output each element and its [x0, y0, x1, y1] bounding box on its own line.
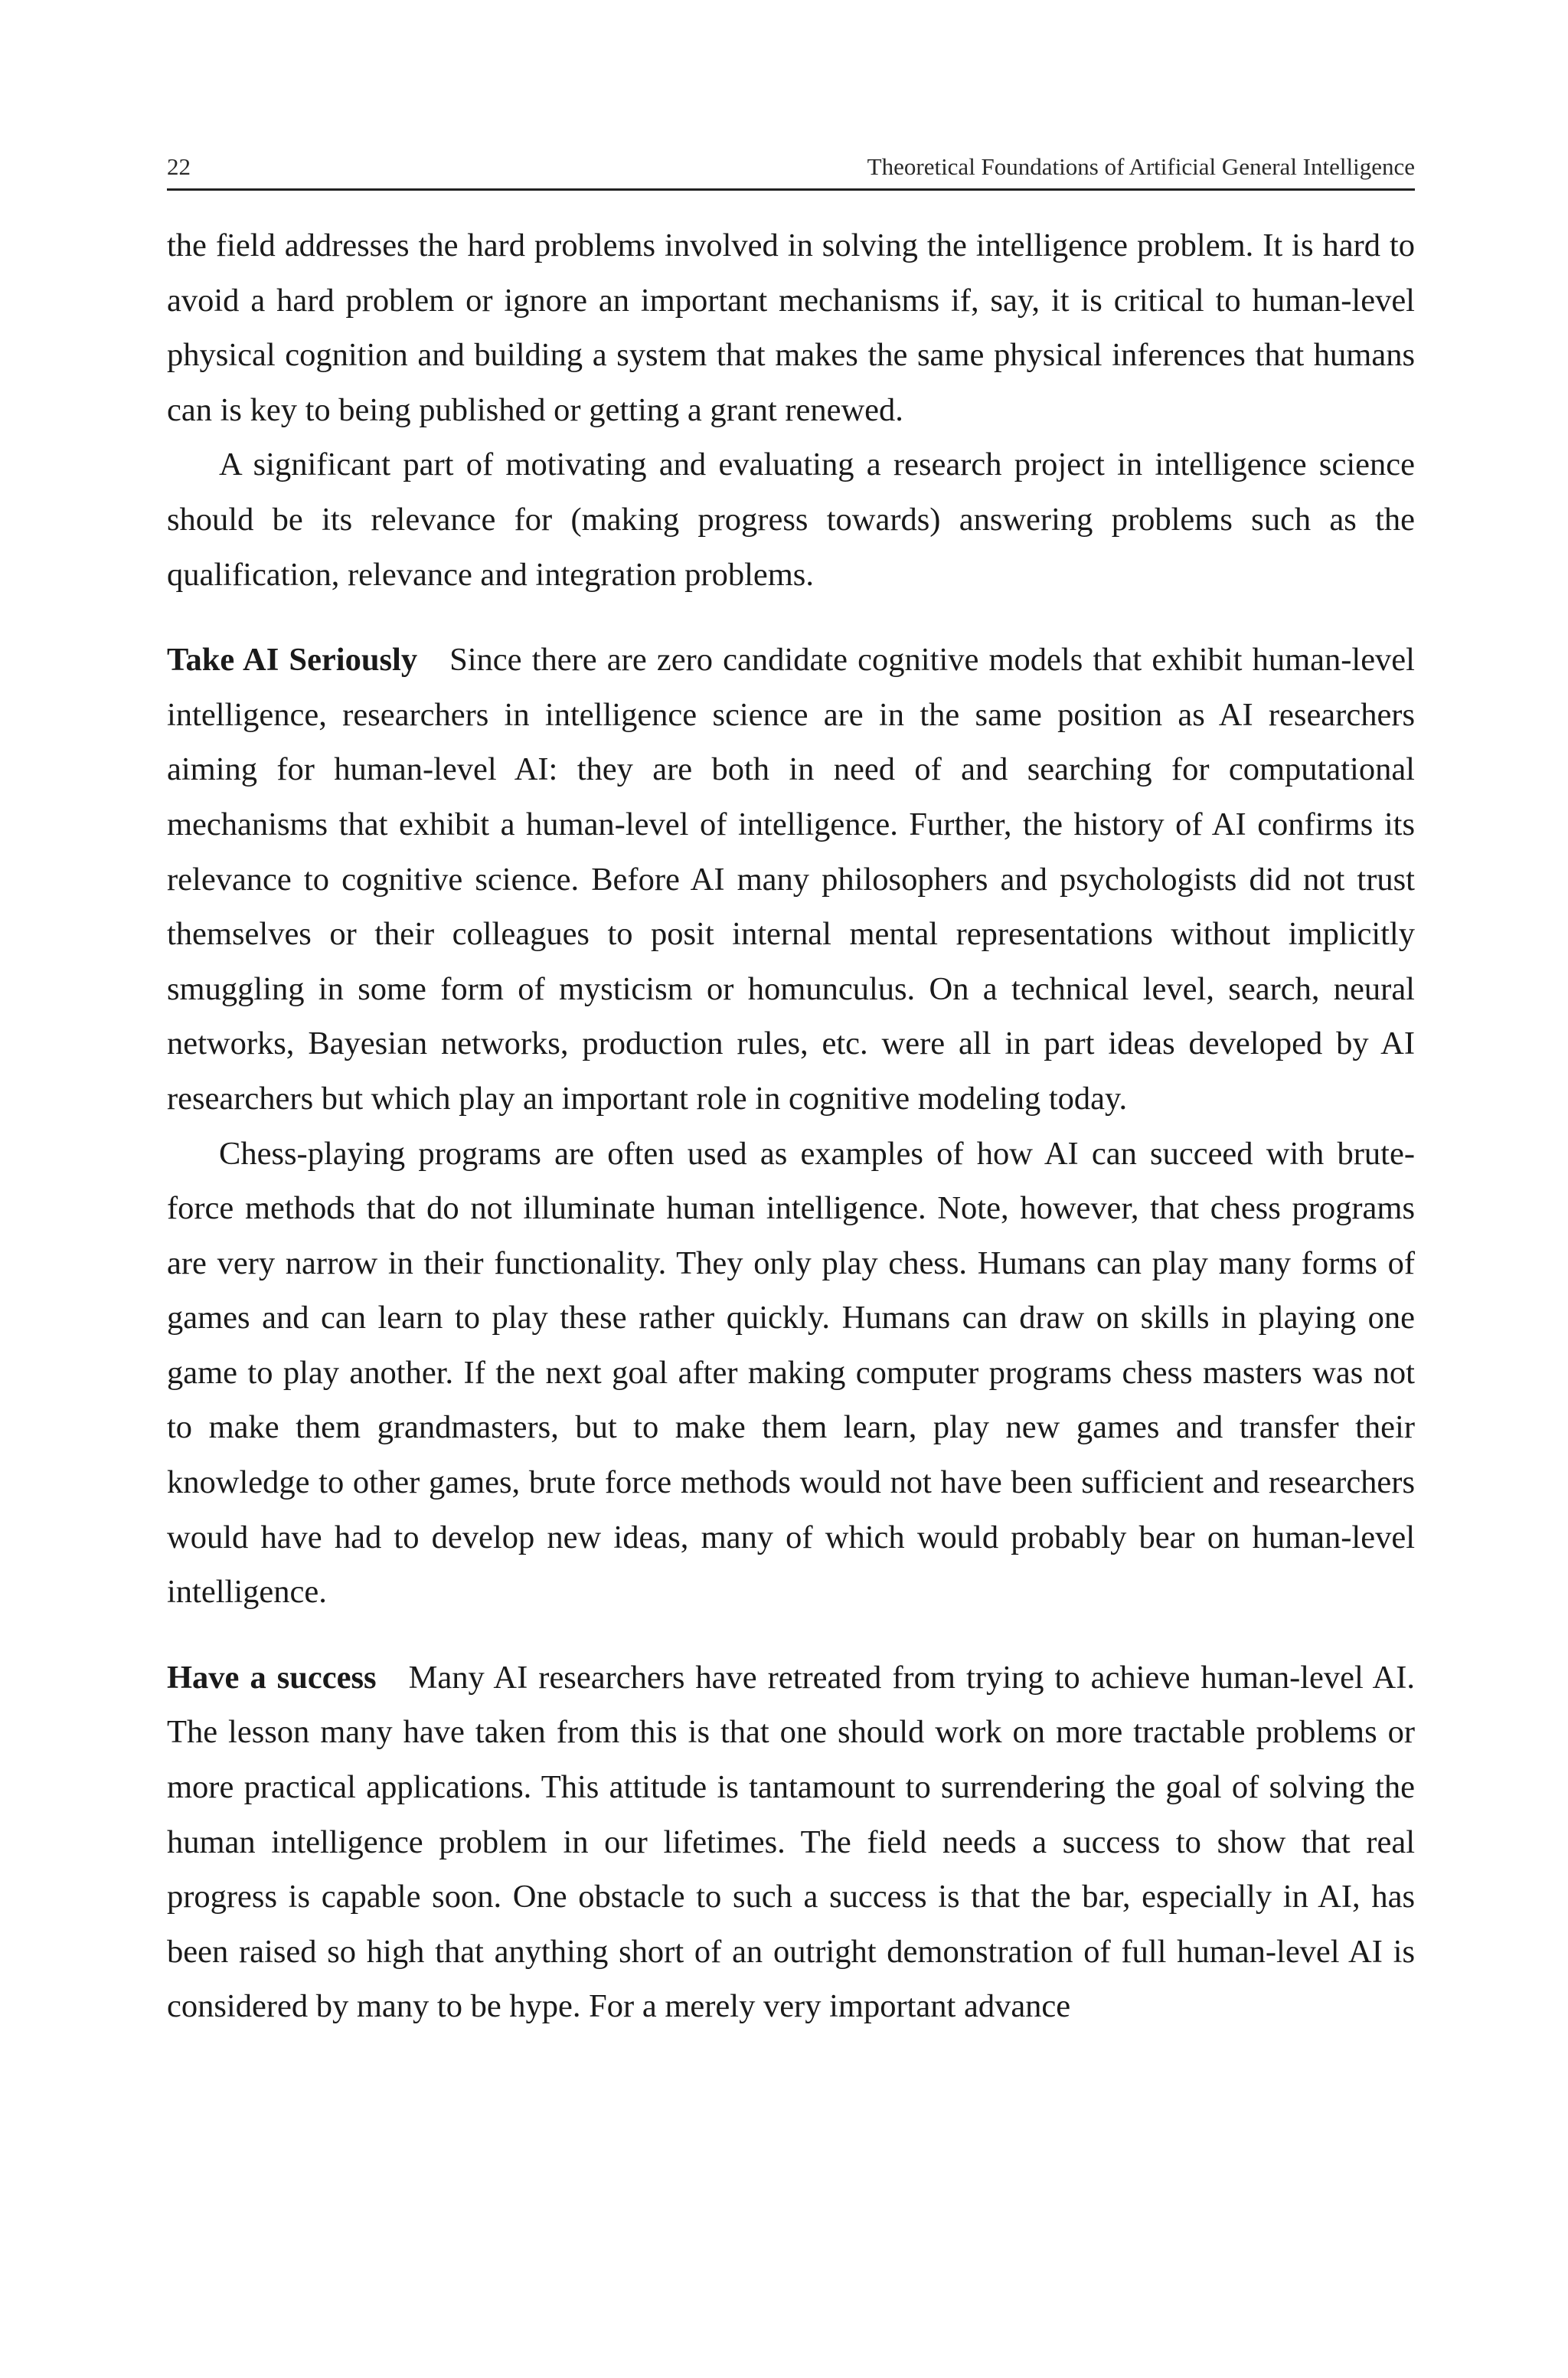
paragraph: the field addresses the hard problems involved in solving the intelligence problem. It is hard to avoid a hard problem or ignore an important mechanisms if, say, it is critical to human-level physical cognition and building a system that makes the same physical inferences that humans can is key to being published or getting a grant renewed.: [167, 227, 1415, 428]
book-page: [167, 153, 1415, 2034]
run-in-heading: Take AI Seriously: [167, 642, 418, 679]
page-number: 22: [167, 153, 191, 180]
running-header: [167, 153, 1415, 191]
paragraph: A significant part of motivating and evaluating a research project in intelligence science should be its relevance for (making progress towards) answering problems such as the qualification, relevance and integration problems.: [167, 446, 1415, 593]
section-paragraph-have-a-success: [167, 1650, 1415, 2034]
paragraph: Chess-playing programs are often used as examples of how AI can succeed with brute-force methods that do not illuminate human intelligence. Note, however, that chess programs are very narrow in their functionality. They only play chess. Humans can play many forms of games and can learn to play these rather quickly. Humans can draw on skills in playing one game to play another. If the next goal after making computer programs chess masters was not to make them grandmasters, but to make them learn, play new games and transfer their knowledge to other games, brute force methods would not have been sufficient and researchers would have had to develop new ideas, many of which would probably bear on human-level intelligence.: [167, 1135, 1415, 1611]
paragraph-text: Many AI researchers have retreated from trying to achieve human-level AI. The lesson many have taken from this is that one should work on more tractable problems or more practical applications. This attitude is tantamount to surrendering the goal of solving the human intelligence problem in our lifetimes. The field needs a success to show that real progress is capable soon. One obstacle to such a success is that the bar, especially in AI, has been raised so high that anything short of an outright demonstration of full human-level AI is considered by many to be hype. For a merely very important advance: [167, 1659, 1415, 2025]
run-in-heading: Have a success: [167, 1659, 377, 1696]
body-text: [167, 218, 1415, 2034]
section-paragraph-take-ai-seriously: [167, 633, 1415, 1126]
paragraph-text: Since there are zero candidate cognitive models that exhibit human-level intelligence, researchers in intelligence science are in the same position as AI researchers aiming for human-level AI: they are both in need of and searching for computational mechanisms that exhibit a human-level of intelligence. Further, the history of AI confirms its relevance to cognitive science. Before AI many philosophers and psychologists did not trust themselves or their colleagues to posit internal mental representations without implicitly smuggling in some form of mysticism or homunculus. On a technical level, search, neural networks, Bayesian networks, production rules, etc. were all in part ideas developed by AI researchers but which play an important role in cognitive modeling today.: [167, 642, 1415, 1117]
running-title: Theoretical Foundations of Artificial General Intelligence: [867, 153, 1415, 180]
